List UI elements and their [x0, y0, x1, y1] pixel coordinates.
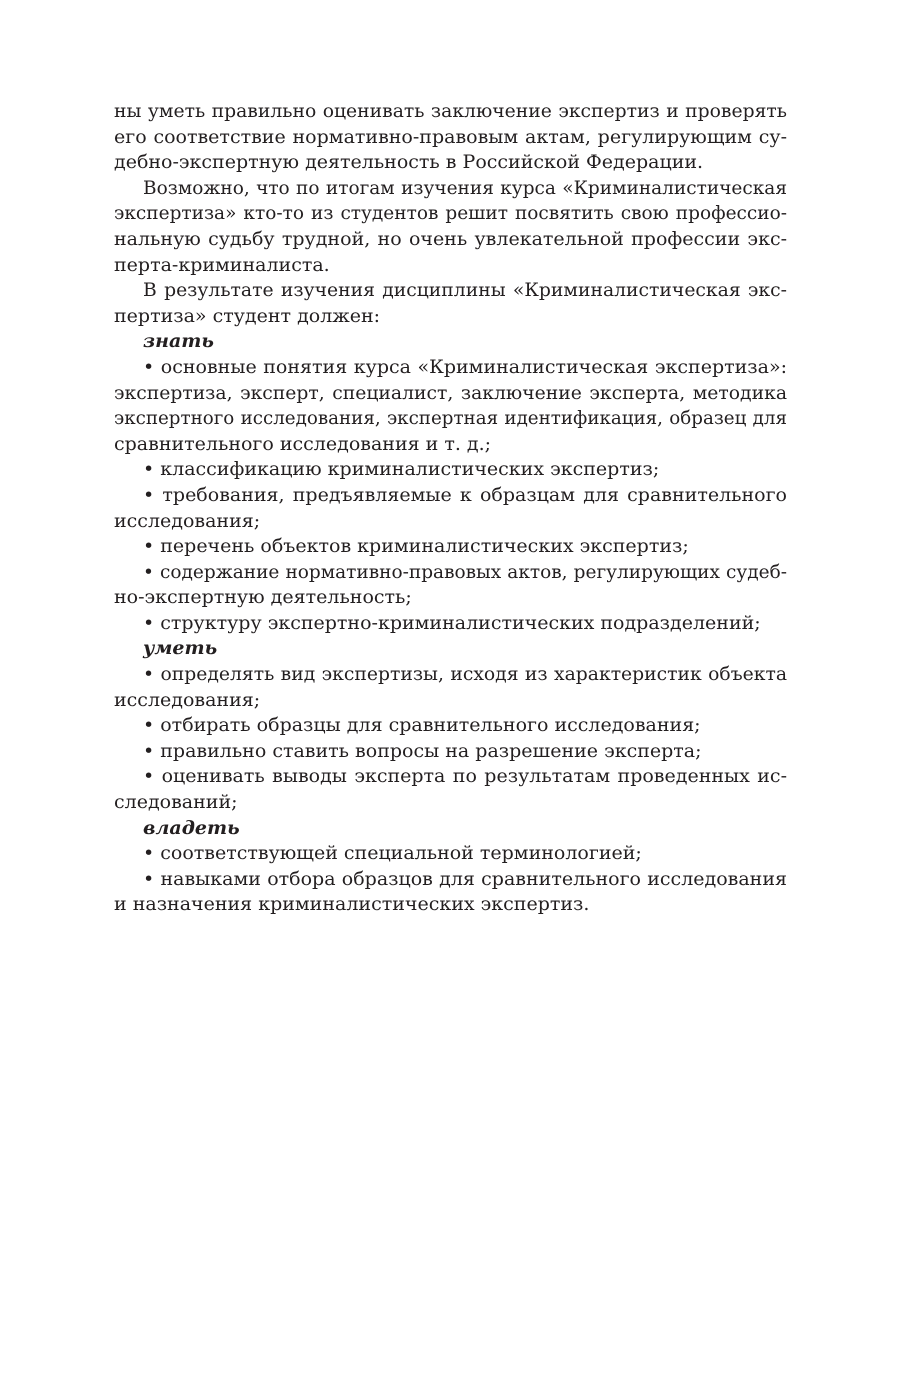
bullet-know-structure	[114, 611, 787, 637]
para-profession	[114, 176, 787, 278]
section-heading: знать	[143, 330, 214, 353]
text-line: его соответствие нормативно-правовым актам, регулирующим су-	[114, 125, 787, 148]
text-line: • отбирать образцы для сравнительного исследования;	[143, 714, 701, 737]
section-heading: уметь	[143, 637, 218, 660]
heading-can	[114, 636, 787, 662]
text-line: нальную судьбу трудной, но очень увлекательной профессии экс-	[114, 227, 787, 250]
text-line: • правильно ставить вопросы на разрешение эксперта;	[143, 739, 702, 762]
text-line: экспертного исследования, экспертная идентификация, образец для	[114, 408, 787, 430]
text-line: • требования, предъявляемые к образцам для сравнительного	[143, 483, 787, 506]
para-result	[114, 278, 787, 329]
text-line: • оценивать выводы эксперта по результатам проведенных ис-	[143, 765, 787, 788]
bullet-master-terminology	[114, 841, 787, 867]
text-line: • навыками отбора образцов для сравнительного исследования	[143, 867, 787, 890]
text-line: В результате изучения дисциплины «Криминалистическая экс-	[143, 280, 787, 302]
text-line: и назначения криминалистических экспертиз.	[114, 893, 590, 916]
text-line: исследования;	[114, 509, 261, 532]
para-intro-continued	[114, 99, 787, 176]
text-line: экспертиза» кто-то из студентов решит посвятить свою профессио-	[114, 203, 787, 225]
bullet-know-concepts	[114, 355, 787, 457]
text-line: • определять вид экспертизы, исходя из характеристик объекта	[143, 664, 787, 686]
text-line: • основные понятия курса «Криминалистическая экспертиза»:	[143, 355, 787, 378]
document-page	[114, 99, 787, 918]
bullet-can-evaluate	[114, 764, 787, 815]
text-line: • структуру экспертно-криминалистических подразделений;	[143, 611, 761, 634]
text-line: экспертиза, эксперт, специалист, заключение эксперта, методика	[114, 382, 787, 404]
text-line: • соответствующей специальной терминологией;	[143, 842, 642, 865]
bullet-know-classification	[114, 457, 787, 483]
heading-master	[114, 816, 787, 842]
text-line: • классификацию криминалистических экспертиз;	[143, 458, 660, 481]
bullet-can-select	[114, 713, 787, 739]
text-line: Возможно, что по итогам изучения курса «Криминалистическая	[143, 177, 787, 199]
text-line: исследования;	[114, 688, 261, 711]
bullet-can-questions	[114, 739, 787, 765]
heading-know	[114, 329, 787, 355]
bullet-know-requirements	[114, 483, 787, 534]
text-line: • содержание нормативно-правовых актов, регулирующих судеб-	[143, 561, 787, 583]
text-line: пертиза» студент должен:	[114, 304, 381, 327]
text-line: но-экспертную деятельность;	[114, 586, 412, 609]
bullet-know-acts	[114, 560, 787, 611]
text-line: следований;	[114, 791, 238, 814]
text-line: сравнительного исследования и т. д.;	[114, 432, 492, 455]
text-line: • перечень объектов криминалистических экспертиз;	[143, 535, 689, 558]
section-heading: владеть	[143, 816, 240, 839]
bullet-know-objects	[114, 534, 787, 560]
text-line: дебно-экспертную деятельность в Российской Федерации.	[114, 151, 704, 174]
bullet-master-skills	[114, 867, 787, 918]
text-line: перта-криминалиста.	[114, 253, 330, 276]
text-line: ны уметь правильно оценивать заключение экспертиз и проверять	[114, 101, 787, 122]
bullet-can-determine	[114, 662, 787, 713]
